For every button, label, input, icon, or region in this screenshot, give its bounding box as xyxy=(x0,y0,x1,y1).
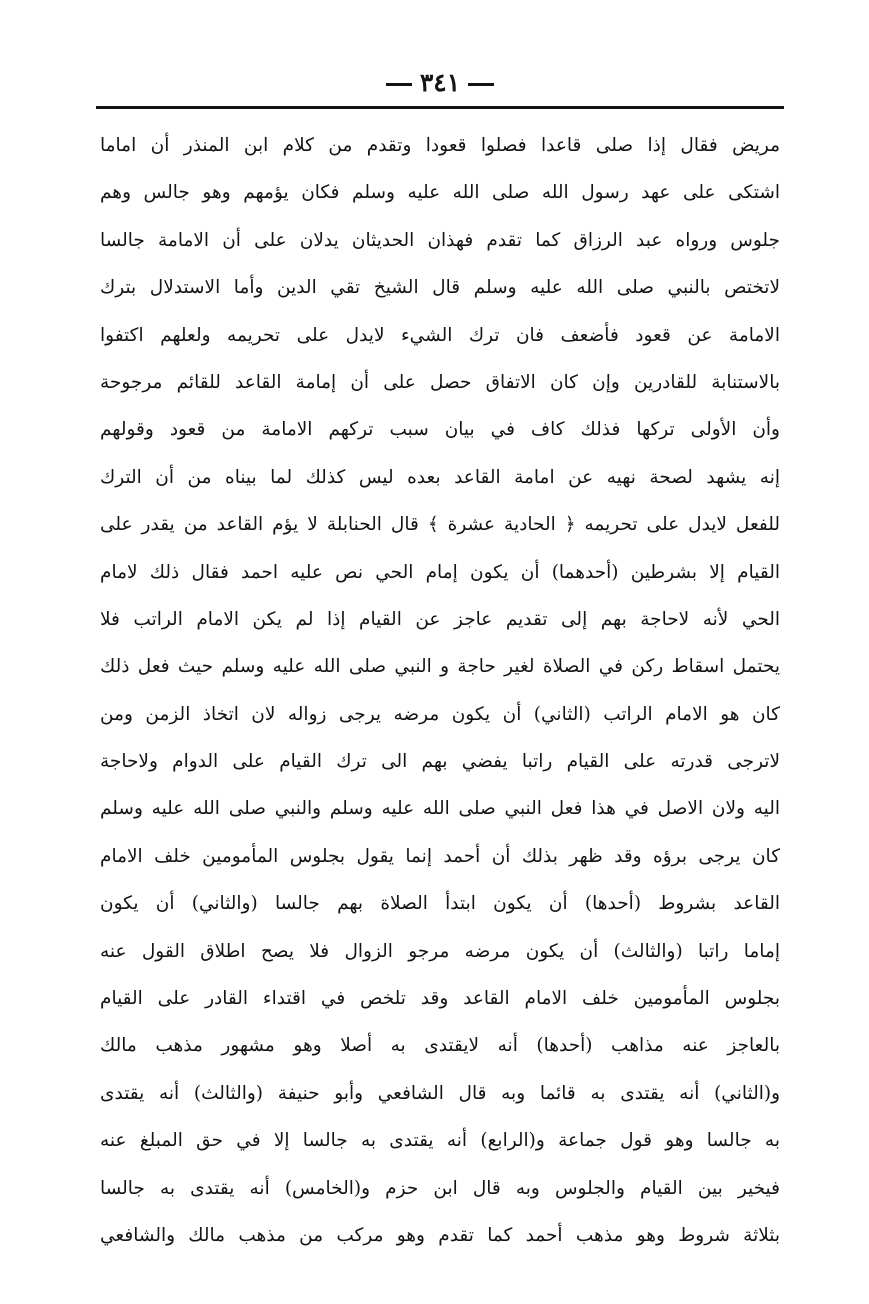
text-line: بالعاجز عنه مذاهب (أحدها) أنه لايقتدى به أصلا وهو مشهور مذهب مالك xyxy=(100,1035,780,1057)
text-line: للفعل لايدل على تحريمه ﴿ الحادية عشرة ﴾ قال الحنابلة لا يؤم القاعد من يقدر على xyxy=(100,514,780,536)
text-line: لاتختص بالنبي صلى الله عليه وسلم قال الشيخ تقي الدين وأما الاستدلال بترك xyxy=(100,277,780,299)
text-line: بثلاثة شروط وهو مذهب أحمد كما تقدم وهو مركب من مذهب مالك والشافعي xyxy=(100,1224,780,1246)
body-text xyxy=(100,122,780,1259)
text-line: القاعد بشروط (أحدها) أن يكون ابتدأ الصلاة بهم جالسا (والثاني) أن يكون xyxy=(100,893,780,915)
text-line: يحتمل اسقاط ركن في الصلاة لغير حاجة و النبي صلى الله عليه وسلم حيث فعل ذلك xyxy=(100,656,780,678)
text-line: لاترجى قدرته على القيام راتبا يفضي بهم الى ترك القيام على الدوام ولاحاجة xyxy=(100,751,780,773)
text-line: بالاستنابة للقادرين وإن كان الاتفاق حصل على أن إمامة القاعد للقائم مرجوحة xyxy=(100,371,780,393)
text-line: إماما راتبا (والثالث) أن يكون مرضه مرجو الزوال فلا يصح اطلاق القول عنه xyxy=(100,940,780,962)
text-line: كان هو الامام الراتب (الثاني) أن يكون مرضه يرجى زواله لان اتخاذ الزمن ومن xyxy=(100,703,780,725)
text-line: الامامة عن قعود فأضعف فان ترك الشيء لايدل على تحريمه ولعلهم اكتفوا xyxy=(100,324,780,346)
page-number: ٣٤١ xyxy=(96,68,784,97)
text-line: اشتكى على عهد رسول الله صلى الله عليه وسلم فكان يؤمهم وهو جالس وهم xyxy=(100,182,780,204)
text-line: إنه يشهد لصحة نهيه عن امامة القاعد بعده ليس كذلك لما بيناه من أن الترك xyxy=(100,466,780,488)
text-line: مريض فقال إذا صلى قاعدا فصلوا قعودا وتقدم من كلام ابن المنذر أن اماما xyxy=(100,135,780,156)
text-line: به جالسا وهو قول جماعة و(الرابع) أنه يقتدى به جالسا إلا في حق المبلغ عنه xyxy=(100,1130,780,1152)
text-line: اليه ولان الاصل في هذا فعل النبي صلى الله عليه وسلم والنبي صلى الله عليه وسلم xyxy=(100,798,780,820)
text-line: وأن الأولى تركها فذلك كاف في بيان سبب تركهم الامامة من قعود وقولهم xyxy=(100,419,780,441)
text-line: القيام إلا بشرطين (أحدهما) أن يكون إمام الحي نص عليه احمد فقال ذلك لامام xyxy=(100,561,780,583)
page-header xyxy=(96,60,784,110)
text-line: جلوس ورواه عبد الرزاق كما تقدم فهذان الحديثان يدلان على أن الامامة جالسا xyxy=(100,229,780,251)
text-line: الحي لأنه لاحاجة بهم إلى تقديم عاجز عن القيام إذا لم يكن الامام الراتب فلا xyxy=(100,608,780,630)
text-line: بجلوس المأمومين خلف الامام القاعد وقد تلخص في اقتداء القادر على القيام xyxy=(100,988,780,1010)
text-line: و(الثاني) أنه يقتدى به قائما وبه قال الشافعي وأبو حنيفة (والثالث) أنه يقتدى xyxy=(100,1082,780,1104)
text-line: كان يرجى برؤه وقد ظهر بذلك أن أحمد إنما يقول بجلوس المأمومين خلف الامام xyxy=(100,845,780,867)
header-rule xyxy=(96,106,784,109)
text-line: فيخير بين القيام والجلوس وبه قال ابن حزم و(الخامس) أنه يقتدى به جالسا xyxy=(100,1177,780,1199)
